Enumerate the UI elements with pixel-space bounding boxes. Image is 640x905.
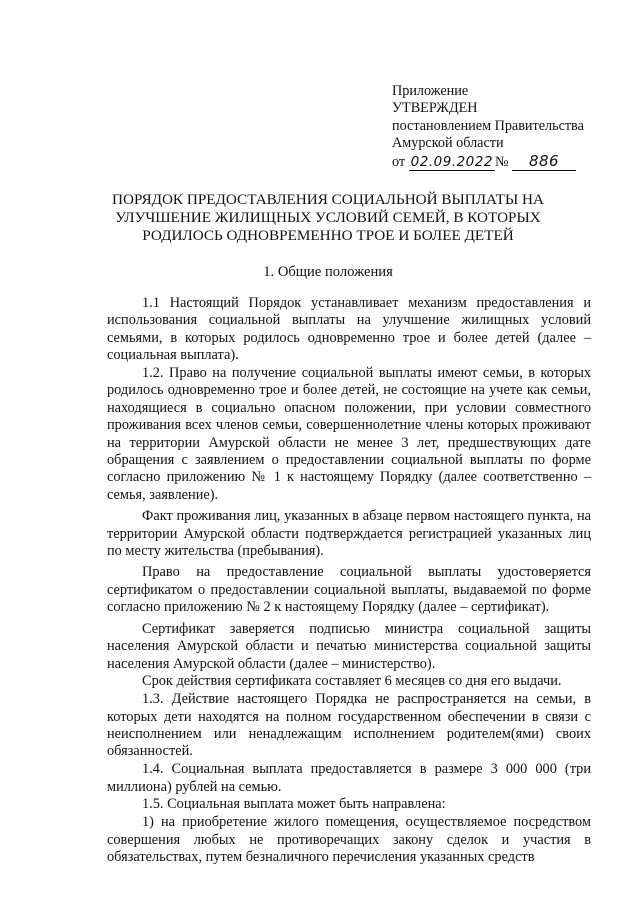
paragraph-1-5-item-1: 1) на приобретение жилого помещения, осуществляемое посредством совершения любых не противоречащих закону сделок и участия в обязательствах, путем безналичного перечисления указанных средств	[107, 814, 591, 865]
document-body	[107, 295, 591, 866]
paragraph-1-4: 1.4. Социальная выплата предоставляется в размере 3 000 000 (три миллиона) рублей на семью.	[107, 761, 591, 795]
paragraph-1-3: 1.3. Действие настоящего Порядка не распространяется на семьи, в которых дети находятся на полном государственном обеспечении в связи с неисполнением или ненадлежащим исполнением родителем(ями) своих обязанностей.	[107, 691, 591, 760]
paragraph-certificate-term: Срок действия сертификата составляет 6 месяцев со дня его выдачи.	[142, 673, 562, 690]
document-title: ПОРЯДОК ПРЕДОСТАВЛЕНИЯ СОЦИАЛЬНОЙ ВЫПЛАТЫ НА УЛУЧШЕНИЕ ЖИЛИЩНЫХ УСЛОВИЙ СЕМЕЙ, В КОТОРЫХ РОДИЛОСЬ ОДНОВРЕМЕННО ТРОЕ И БОЛЕЕ ДЕТЕЙ	[112, 191, 544, 245]
handwritten-number: 886	[512, 153, 576, 171]
approval-block	[392, 83, 632, 171]
approval-date-number-line	[392, 153, 632, 171]
paragraph-1-2: 1.2. Право на получение социальной выплаты имеют семьи, в которых родилось одновременно трое и более детей, не состоящие на учете как семьи, находящиеся в социально опасном положении, при условии совместного проживания всех членов семьи, совершеннолетние члены которых проживают на территории Амурской области не менее 3 лет, предшествующих дате обращения с заявлением о предоставлении социальной выплаты по форме согласно приложению № 1 к настоящему Порядку (далее соответственно – семья, заявление).	[107, 365, 591, 503]
paragraph-certificate-right: Право на предоставление социальной выплаты удостоверяется сертификатом о предоставлении социальной выплаты, выдаваемой по форме согласно приложению № 2 к настоящему Порядку (далее – сертификат).	[107, 564, 591, 616]
paragraph-certificate-seal: Сертификат заверяется подписью министра социальной защиты населения Амурской области и печатью министерства социальной защиты населения Амурской области (далее – министерство).	[107, 620, 591, 672]
paragraph-residence: Факт проживания лиц, указанных в абзаце первом настоящего пункта, на территории Амурской области подтверждается регистрацией указанных лиц по месту жительства (пребывания).	[107, 508, 591, 560]
approval-appendix-label: Приложение	[392, 83, 469, 99]
number-prefix: №	[494, 153, 509, 170]
approval-decree-label: постановлением Правительства	[392, 117, 584, 134]
date-prefix: от	[392, 153, 406, 170]
approval-region-label: Амурской области	[392, 135, 504, 152]
section-heading: 1. Общие положения	[263, 264, 393, 280]
paragraph-1-1: 1.1 Настоящий Порядок устанавливает механизм предоставления и использования социальной выплаты на улучшение жилищных условий семьями, в которых родилось одновременно трое и более детей (далее – социальная выплата).	[107, 295, 591, 364]
handwritten-date: 02.09.2022	[410, 153, 493, 170]
approval-approved-label: УТВЕРЖДЕН	[392, 100, 478, 117]
paragraph-1-5: 1.5. Социальная выплата может быть направлена:	[142, 796, 446, 813]
